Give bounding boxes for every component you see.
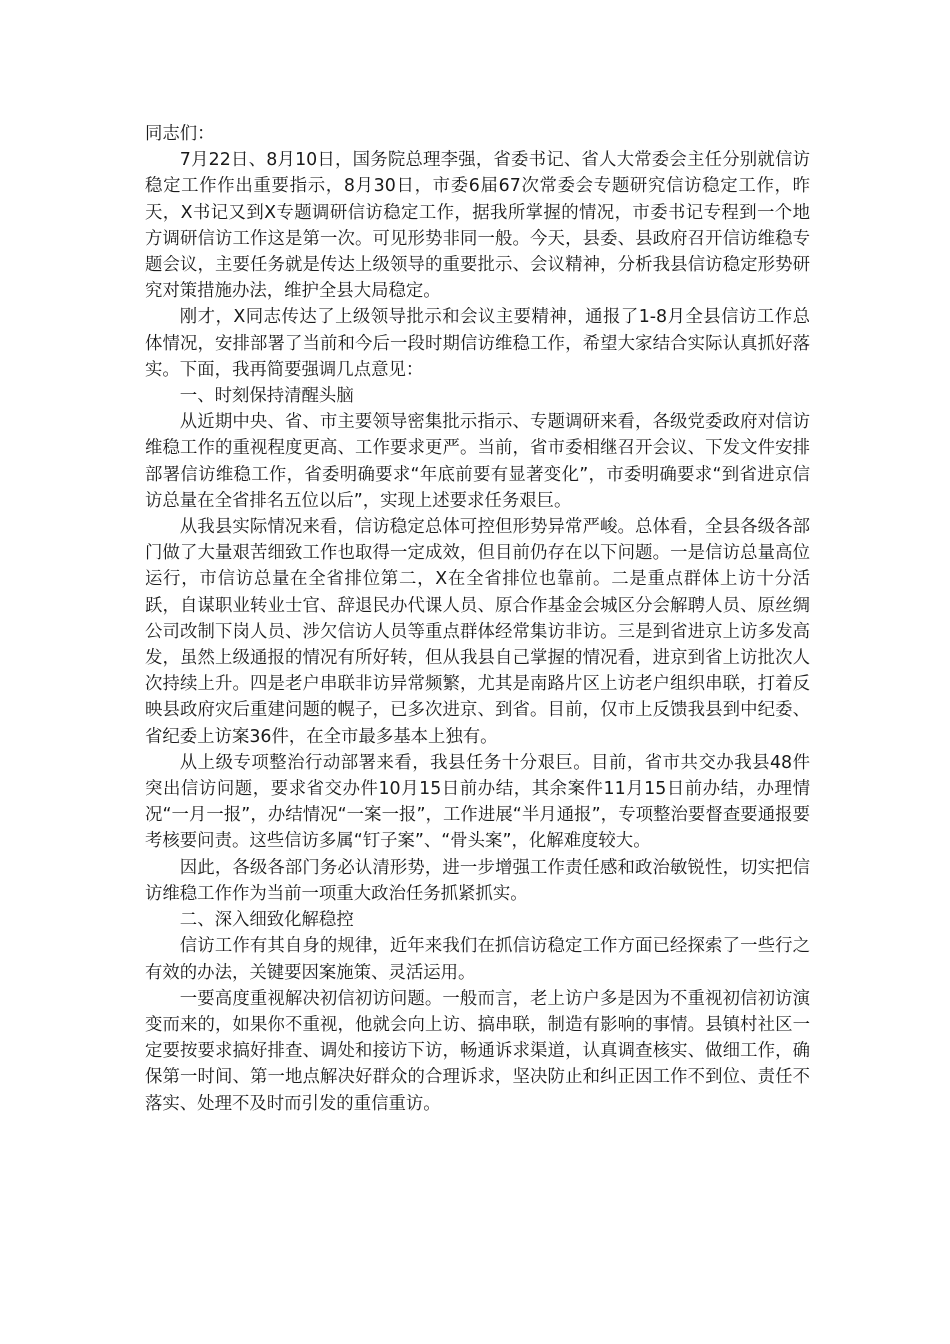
section-heading-2: 二、深入细致化解稳控 <box>179 910 354 931</box>
paragraph-rules: 信访工作有其自身的规律，近年来我们在抓信访稳定工作方面已经探索了一些行之有效的办法，关键要因案施策、灵活运用。 <box>145 936 810 983</box>
paragraph-leadership: 从近期中央、省、市主要领导密集批示指示、专题调研来看，各级党委政府对信访维稳工作的重视程度更高、工作要求更严。当前，省市委相继召开会议、下发文件安排部署信访维稳工作，省委明确要求“年底前要有显著变化”，市委明确要求“到省进京信访总量在全省排名五位以后”，实现上述要求任务艰巨。 <box>145 412 810 511</box>
paragraph-special-rectification: 从上级专项整治行动部署来看，我县任务十分艰巨。目前，省市共交办我县48件突出信访问题，要求省交办件10月15日前办结，其余案件11月15日前办结，办理情况“一月一报”，办结情况“一案一报”，工作进展“半月通报”，专项整治要督查要通报要考核要问责。这些信访多属“钉子案”、“骨头案”，化解难度较大。 <box>145 752 810 852</box>
document-body <box>145 121 810 1117</box>
salutation: 同志们： <box>145 124 215 144</box>
paragraph-overview: 刚才，X同志传达了上级领导批示和会议主要精神，通报了1-8月全县信访工作总体情况，安排部署了当前和今后一段时期信访维稳工作，希望大家结合实际认真抓好落实。下面，我再简要强调几点意见： <box>145 307 810 380</box>
section-heading-1: 一、时刻保持清醒头脑 <box>179 386 354 407</box>
paragraph-initial-petitions: 一要高度重视解决初信初访问题。一般而言，老上访户多是因为不重视初信初访演变而来的，如果你不重视，他就会向上访、搞串联，制造有影响的事情。县镇村社区一定要按要求搞好排查、调处和接访下访，畅通诉求渠道，认真调查核实、做细工作，确保第一时间、第一地点解决好群众的合理诉求，坚决防止和纠正因工作不到位、责任不落实、处理不及时而引发的重信重访。 <box>145 988 810 1114</box>
paragraph-intro: 7月22日、8月10日，国务院总理李强，省委书记、省人大常委会主任分别就信访稳定工作作出重要指示，8月30日，市委6届67次常委会专题研究信访稳定工作，昨天，X书记又到X专题调研信访稳定工作，据我所掌握的情况，市委书记专程到一个地方调研信访工作这是第一次。可见形势非同一般。今天，县委、县政府召开信访维稳专题会议，主要任务就是传达上级领导的重要批示、会议精神，分析我县信访稳定形势研究对策措施办法，维护全县大局稳定。 <box>145 150 810 302</box>
paragraph-conclusion-1: 因此，各级各部门务必认清形势，进一步增强工作责任感和政治敏锐性，切实把信访维稳工作作为当前一项重大政治任务抓紧抓实。 <box>145 857 810 904</box>
paragraph-county-situation: 从我县实际情况来看，信访稳定总体可控但形势异常严峻。总体看，全县各级各部门做了大量艰苦细致工作也取得一定成效，但目前仍存在以下问题。一是信访总量高位运行，市信访总量在全省排位第二，X在全省排位也靠前。二是重点群体上访十分活跃，自谋职业转业士官、辞退民办代课人员、原合作基金会城区分会解聘人员、原丝绸公司改制下岗人员、涉欠信访人员等重点群体经常集访非访。三是到省进京上访多发高发，虽然上级通报的情况有所好转，但从我县自己掌握的情况看，进京到省上访批次人次持续上升。四是老户串联非访异常频繁，尤其是南路片区上访老户组织串联，打着反映县政府灾后重建问题的幌子，已多次进京、到省。目前，仅市上反馈我县到中纪委、省纪委上访案36件，在全市最多基本上独有。 <box>145 517 810 747</box>
